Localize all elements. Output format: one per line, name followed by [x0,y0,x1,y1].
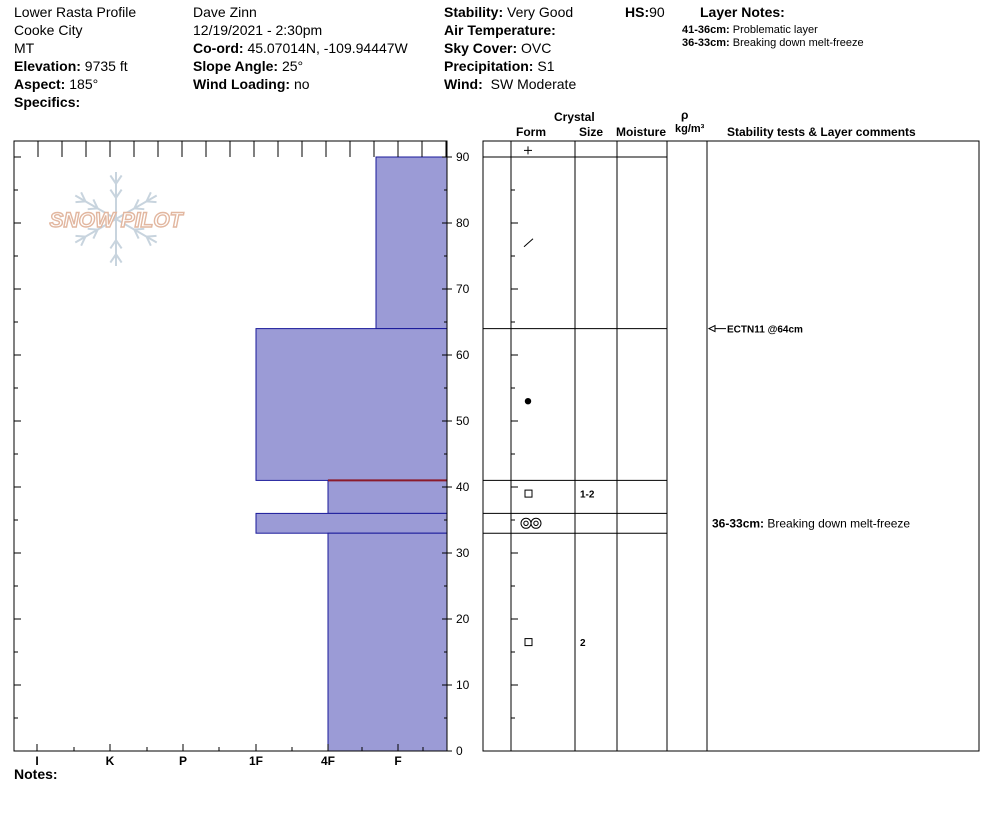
crystal-symbol [534,521,538,525]
crystal-symbol [525,398,531,404]
observer: Dave Zinn [193,4,257,20]
crystal-header: Crystal [554,110,595,124]
air-temp-label: Air Temperature: [444,22,556,38]
x-tick-label: 4F [320,754,336,768]
y-tick-label: 90 [456,150,470,164]
hs-value: 90 [649,4,665,20]
y-tick-label: 50 [456,414,470,428]
hardness-layers [256,157,447,751]
coord-label: Co-ord: [193,40,244,56]
slope-label: Slope Angle: [193,58,279,74]
moisture-header: Moisture [616,125,667,139]
hardness-layer [328,480,447,513]
layer-note-text: Problematic layer [732,24,818,36]
wind-loading-value: no [293,76,310,92]
y-tick-label: 20 [456,612,470,626]
crystal-symbol [531,518,541,528]
stability-value: Very Good [507,4,574,20]
layer-comment-range: 36-33cm: [712,516,768,531]
precip-value: S1 [537,58,555,74]
aspect-value: 185° [69,76,99,92]
y-tick-label: 40 [456,480,470,494]
crystal-size: 2 [580,638,586,650]
density-unit-header: kg/m³ [675,123,705,135]
layer-note-text: Breaking down melt-freeze [732,37,864,49]
slope-value: 25° [281,58,304,74]
aspect-label: Aspect: [14,76,66,92]
crystal-symbol [524,521,528,525]
x-tick-label: P [178,754,188,768]
layer-comment [712,516,910,530]
x-tick-label: K [105,754,115,768]
wind-label: Wind: [444,76,483,92]
notes-label: Notes: [14,766,58,782]
x-tick-label: I [35,754,39,768]
precip-label: Precipitation: [444,58,534,74]
y-tick-label: 10 [456,678,470,692]
crystal-symbol [524,239,533,247]
wind-value: SW Moderate [490,76,577,92]
snowflake-branch [76,201,86,202]
coord-value: 45.07014N, -109.94447W [247,40,408,56]
state: MT [14,40,35,56]
stability-test-label: ECTN11 @64cm [727,324,803,336]
stability-test-arrowhead [709,326,715,332]
snowflake-branch [147,201,157,202]
rho-header: ρ [681,108,689,122]
crystal-table [483,141,979,751]
sky-value: OVC [521,40,552,56]
profile-name: Lower Rasta Profile [14,4,137,20]
layer-notes-label: Layer Notes: [700,4,785,20]
hardness-layer [376,157,447,329]
y-tick-label: 80 [456,216,470,230]
hardness-layer [256,513,447,533]
form-header: Form [516,125,546,139]
y-tick-label: 70 [456,282,470,296]
snowflake-branch [76,236,86,237]
layer-note-range: 41-36cm: [682,24,730,36]
elevation-label: Elevation: [14,58,81,74]
crystal-size: 1-2 [580,489,595,501]
snowflake-branch [147,236,157,237]
hs-label: HS: [625,4,650,20]
size-header: Size [579,125,604,139]
location: Cooke City [14,22,83,38]
y-tick-label: 0 [456,744,463,758]
wind-loading-label: Wind Loading: [193,76,291,92]
y-tick-label: 60 [456,348,470,362]
hardness-layer [328,533,447,751]
hardness-layer [256,329,447,481]
logo-text: SNOW PILOT [49,209,183,232]
datetime: 12/19/2021 - 2:30pm [193,22,323,38]
layer-note-range: 36-33cm: [682,37,730,49]
stability-header: Stability tests & Layer comments [727,125,916,139]
crystal-symbol [521,518,531,528]
crystal-symbol [525,639,532,646]
x-tick-label: 1F [248,754,264,768]
table-frame [483,141,979,751]
sky-label: Sky Cover: [444,40,518,56]
stability-label: Stability: [444,4,504,20]
elevation-value: 9735 ft [84,58,128,74]
crystal-symbol [525,490,532,497]
x-tick-label: F [394,754,402,768]
layer-comment-text: Breaking down melt-freeze [767,516,911,531]
specifics-label: Specifics: [14,94,81,110]
y-tick-label: 30 [456,546,470,560]
snow-pilot-logo [50,172,185,266]
